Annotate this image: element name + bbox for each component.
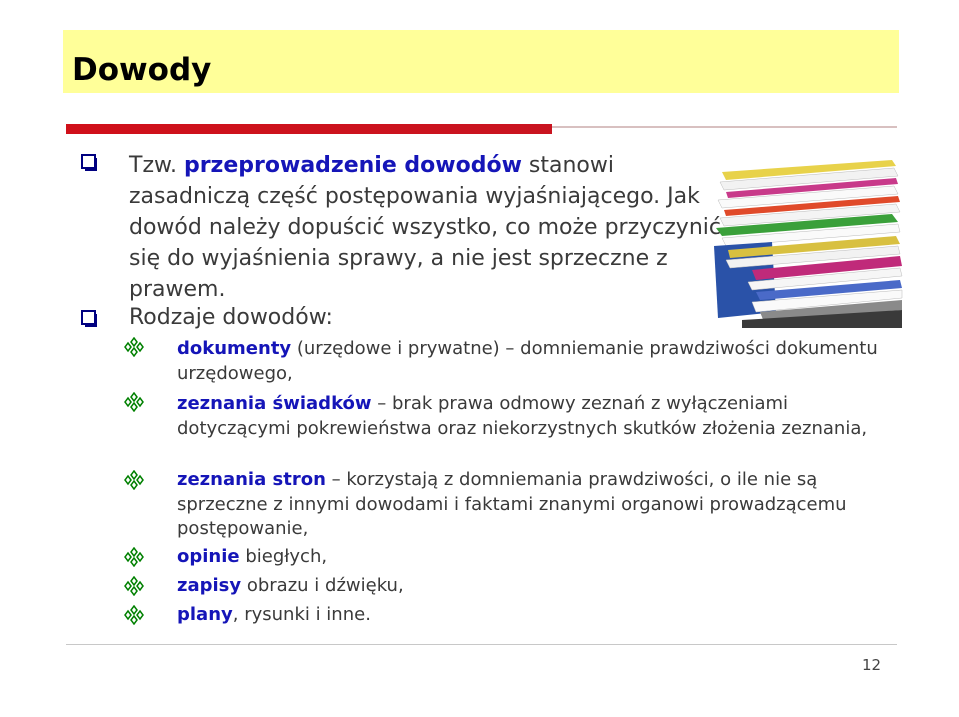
item-keyword: zeznania świadków xyxy=(177,393,372,414)
accent-stripe xyxy=(66,124,552,134)
item-text: biegłych, xyxy=(239,546,328,567)
intro-highlight: przeprowadzenie dowodów xyxy=(183,153,522,178)
four-diamond-icon xyxy=(123,547,145,567)
slide-title: Dowody xyxy=(72,52,212,88)
list-item xyxy=(177,574,907,599)
list-item xyxy=(177,603,907,628)
footer-divider xyxy=(66,644,897,645)
four-diamond-icon xyxy=(123,605,145,625)
item-keyword: opinie xyxy=(177,546,240,567)
page-number: 12 xyxy=(862,656,882,674)
accent-stripe-thin xyxy=(552,126,897,128)
section-heading: Rodzaje dowodów: xyxy=(129,305,333,330)
item-keyword: zeznania stron xyxy=(177,469,326,490)
list-item xyxy=(177,337,907,386)
item-text: obrazu i dźwięku, xyxy=(241,575,404,596)
intro-paragraph xyxy=(129,150,729,305)
four-diamond-icon xyxy=(123,470,145,490)
item-text: – brak prawa odmowy zeznań z wyłączeniami dotyczącymi pokrewieństwa oraz niekorzystnych skutków złożenia zeznania, xyxy=(177,393,868,439)
item-keyword: plany xyxy=(177,604,233,625)
item-text: , rysunki i inne. xyxy=(232,604,371,625)
four-diamond-icon xyxy=(123,337,145,357)
item-text: – korzystają z domniemania prawdziwości, o ile nie są sprzeczne z innymi dowodami i faktami znanymi organowi prowadzącemu postępowanie, xyxy=(177,469,847,539)
hollow-square-icon xyxy=(80,309,100,329)
four-diamond-icon xyxy=(123,392,145,412)
intro-prefix: Tzw. xyxy=(129,153,184,178)
item-text: (urzędowe i prywatne) – domniemanie prawdziwości dokumentu urzędowego, xyxy=(177,338,878,384)
list-item xyxy=(177,392,907,441)
list-item xyxy=(177,468,907,542)
hollow-square-icon xyxy=(80,153,100,173)
item-keyword: dokumenty xyxy=(177,338,292,359)
intro-rest: stanowi zasadniczą część postępowania wyjaśniającego. Jak dowód należy dopuścić wszystko, co może przyczynić się do wyjaśnienia sprawy, a nie jest sprzeczne z prawem. xyxy=(129,153,721,302)
document-stack-photo xyxy=(712,142,904,328)
item-keyword: zapisy xyxy=(177,575,242,596)
four-diamond-icon xyxy=(123,576,145,596)
list-item xyxy=(177,545,907,570)
